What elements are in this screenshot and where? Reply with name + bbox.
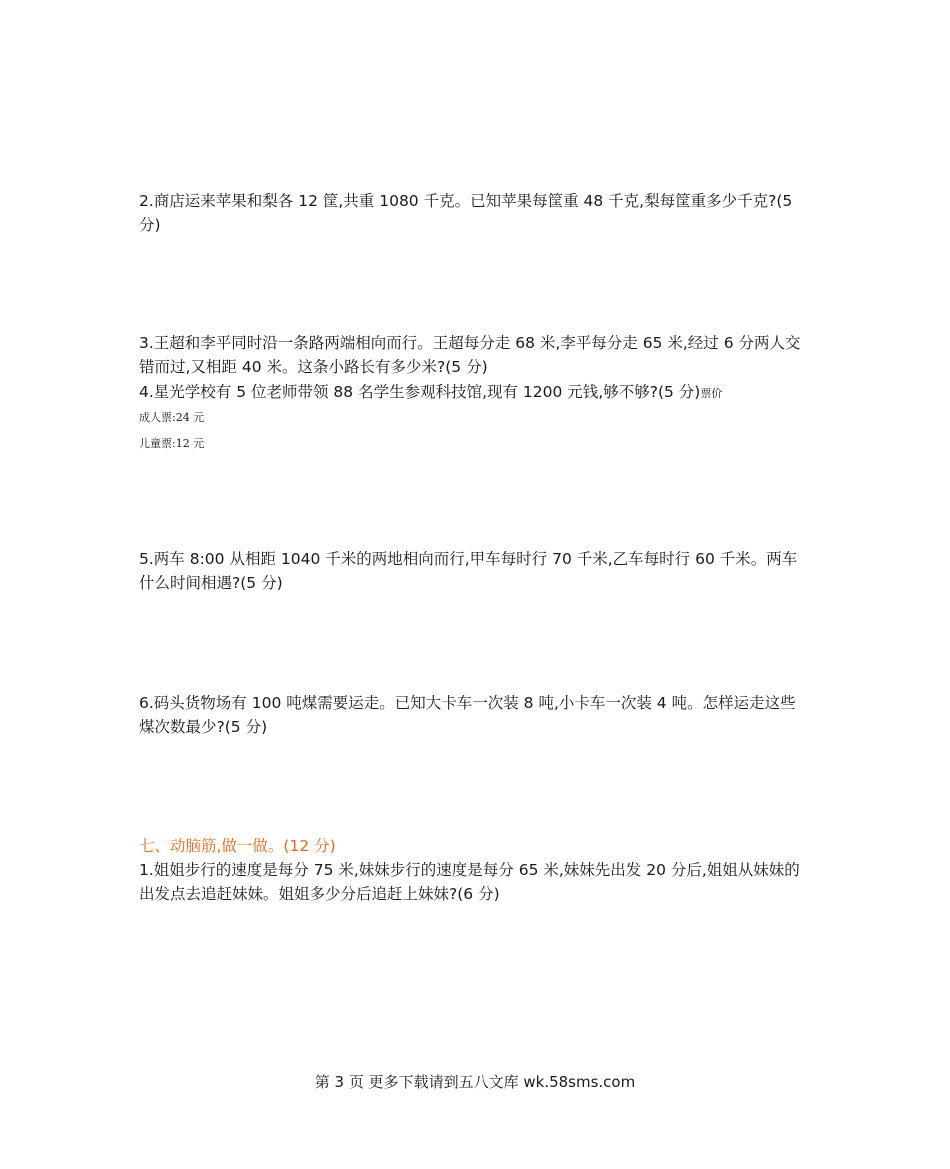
question-6-line-2: 煤次数最少?(5 分) xyxy=(139,718,268,736)
child-ticket-price: 儿童票:12 元 xyxy=(139,437,205,450)
section-7 xyxy=(139,834,819,906)
question-3-line-1: 3.王超和李平同时沿一条路两端相向而行。王超每分走 68 米,李平每分走 65 米,经过 6 分两人交 xyxy=(139,334,801,352)
section-7-heading: 七、动脑筋,做一做。(12 分) xyxy=(139,837,336,855)
question-2-line-2: 分) xyxy=(139,216,161,234)
question-6 xyxy=(139,691,819,739)
question-4-line-1 xyxy=(139,380,819,406)
question-3 xyxy=(139,331,819,379)
question-6-line-1: 6.码头货物场有 100 吨煤需要运走。已知大卡车一次装 8 吨,小卡车一次装 4 吨。怎样运走这些 xyxy=(139,694,796,712)
section-7-question-1-line-2: 出发点去追赶妹妹。姐姐多少分后追赶上妹妹?(6 分) xyxy=(139,885,500,903)
question-5 xyxy=(139,547,819,595)
adult-ticket-price: 成人票:24 元 xyxy=(139,411,205,424)
question-5-line-1: 5.两车 8:00 从相距 1040 千米的两地相向而行,甲车每时行 70 千米,乙车每时行 60 千米。两车 xyxy=(139,550,798,568)
question-4-text: 4.星光学校有 5 位老师带领 88 名学生参观科技馆,现有 1200 元钱,够不够?(5 分) xyxy=(139,383,701,401)
section-7-question-1-line-1: 1.姐姐步行的速度是每分 75 米,妹妹步行的速度是每分 65 米,妹妹先出发 20 分后,姐姐从妹妹的 xyxy=(139,861,800,879)
page-footer: 第 3 页 更多下载请到五八文库 wk.58sms.com xyxy=(314,1073,636,1091)
question-3-line-2: 错而过,又相距 40 米。这条小路长有多少米?(5 分) xyxy=(139,358,488,376)
question-4 xyxy=(139,380,819,451)
question-5-line-2: 什么时间相遇?(5 分) xyxy=(139,574,283,592)
ticket-price-title: 票价 xyxy=(700,387,723,400)
question-2 xyxy=(139,189,819,237)
question-2-line-1: 2.商店运来苹果和梨各 12 筐,共重 1080 千克。已知苹果每筐重 48 千克,梨每筐重多少千克?(5 xyxy=(139,192,793,210)
